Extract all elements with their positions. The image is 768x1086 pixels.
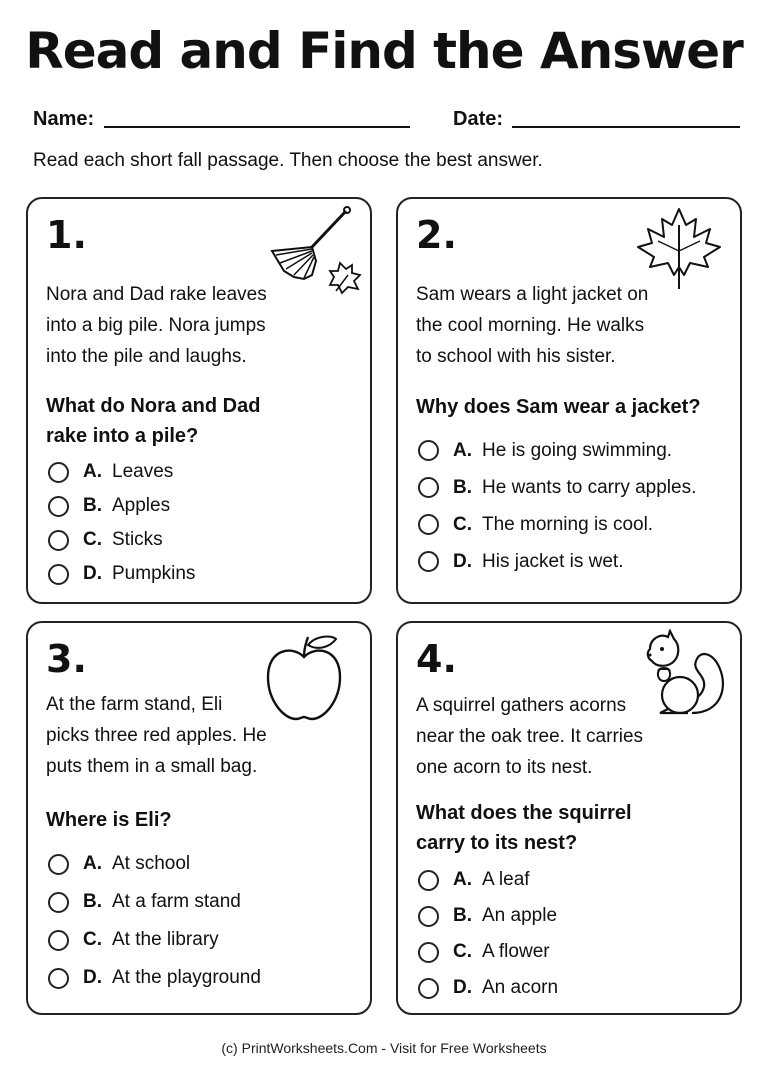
option-text: At a farm stand [112,891,241,912]
date-line[interactable] [512,126,740,128]
instructions: Read each short fall passage. Then choose the best answer. [33,150,543,171]
passage-line: into the pile and laughs. [46,346,247,367]
option-a[interactable] [48,455,195,489]
rake-and-leaf-icon [266,205,366,295]
option-b[interactable] [48,883,261,921]
passage-line: to school with his sister. [416,346,616,367]
option-text: Pumpkins [112,563,196,584]
option-d[interactable] [418,970,558,1006]
question-card-4 [396,621,742,1015]
option-letter: B. [83,495,102,516]
radio-button[interactable] [48,930,69,951]
card-number: 2. [416,213,457,257]
squirrel-icon [630,629,730,719]
footer-credit: (c) PrintWorksheets.Com - Visit for Free Worksheets [221,1040,547,1056]
option-letter: D. [83,967,102,988]
passage-line: Nora and Dad rake leaves [46,284,267,305]
question-card-2 [396,197,742,604]
option-c[interactable] [48,523,195,557]
option-letter: B. [453,905,472,926]
option-text: At the library [112,929,219,950]
option-text: His jacket is wet. [482,550,624,572]
option-text: The morning is cool. [482,513,654,535]
option-letter: D. [453,550,472,572]
passage-line: one acorn to its nest. [416,757,593,778]
radio-button[interactable] [418,978,439,999]
answer-options [48,845,261,997]
question-card-3 [26,621,372,1015]
option-letter: A. [453,869,472,890]
radio-button[interactable] [418,551,439,572]
option-text: A flower [482,941,550,962]
option-text: He wants to carry apples. [482,476,697,498]
option-c[interactable] [418,506,696,543]
radio-button[interactable] [418,870,439,891]
name-label: Name: [33,108,95,130]
name-line[interactable] [104,126,410,128]
passage [46,279,267,372]
question [416,798,632,858]
question [46,391,260,451]
question-line: Why does Sam wear a jacket? [416,396,701,418]
option-text: Apples [112,495,171,516]
option-text: He is going swimming. [482,439,673,461]
radio-button[interactable] [48,462,69,483]
option-letter: C. [83,929,102,950]
passage-line: into a big pile. Nora jumps [46,315,266,336]
passage [416,279,648,372]
passage-line: puts them in a small bag. [46,756,258,777]
question-card-1 [26,197,372,604]
option-letter: C. [453,513,472,535]
question-line: What do Nora and Dad [46,395,261,417]
question-line: Where is Eli? [46,809,172,831]
question-line: rake into a pile? [46,425,199,447]
option-letter: D. [453,977,472,998]
option-letter: D. [83,563,102,584]
radio-button[interactable] [418,477,439,498]
page-title: Read and Find the Answer [25,22,743,80]
radio-button[interactable] [418,514,439,535]
option-text: At school [112,853,191,874]
option-b[interactable] [418,469,696,506]
option-d[interactable] [48,557,195,591]
radio-button[interactable] [48,968,69,989]
option-a[interactable] [418,432,696,469]
passage-line: Sam wears a light jacket on [416,284,649,305]
option-b[interactable] [48,489,195,523]
radio-button[interactable] [48,892,69,913]
radio-button[interactable] [48,530,69,551]
question-line: What does the squirrel [416,802,632,824]
option-letter: C. [83,529,102,550]
radio-button[interactable] [48,854,69,875]
option-letter: B. [453,476,472,498]
option-b[interactable] [418,898,558,934]
passage [46,689,267,782]
question [416,392,701,422]
radio-button[interactable] [48,564,69,585]
option-a[interactable] [418,862,558,898]
option-text: Leaves [112,461,174,482]
option-text: At the playground [112,967,261,988]
option-d[interactable] [418,543,696,580]
option-letter: A. [83,461,102,482]
question-line: carry to its nest? [416,832,578,854]
passage-line: near the oak tree. It carries [416,726,644,747]
option-c[interactable] [48,921,261,959]
question [46,805,172,835]
option-letter: A. [453,439,472,461]
option-letter: A. [83,853,102,874]
passage-line: the cool morning. He walks [416,315,645,336]
option-letter: B. [83,891,102,912]
card-number: 3. [46,637,87,681]
radio-button[interactable] [48,496,69,517]
option-a[interactable] [48,845,261,883]
option-text: Sticks [112,529,163,550]
passage-line: picks three red apples. He [46,725,267,746]
answer-options [418,862,558,1006]
option-letter: C. [453,941,472,962]
radio-button[interactable] [418,942,439,963]
card-number: 1. [46,213,87,257]
date-label: Date: [453,108,504,130]
passage-line: A squirrel gathers acorns [416,695,627,716]
card-number: 4. [416,637,457,681]
option-text: A leaf [482,869,530,890]
apple-icon [262,631,346,723]
radio-button[interactable] [418,440,439,461]
option-text: An acorn [482,977,559,998]
passage-line: At the farm stand, Eli [46,694,223,715]
option-d[interactable] [48,959,261,997]
answer-options [48,455,195,591]
answer-options [418,432,696,580]
option-c[interactable] [418,934,558,970]
passage [416,690,643,783]
option-text: An apple [482,905,558,926]
radio-button[interactable] [418,906,439,927]
